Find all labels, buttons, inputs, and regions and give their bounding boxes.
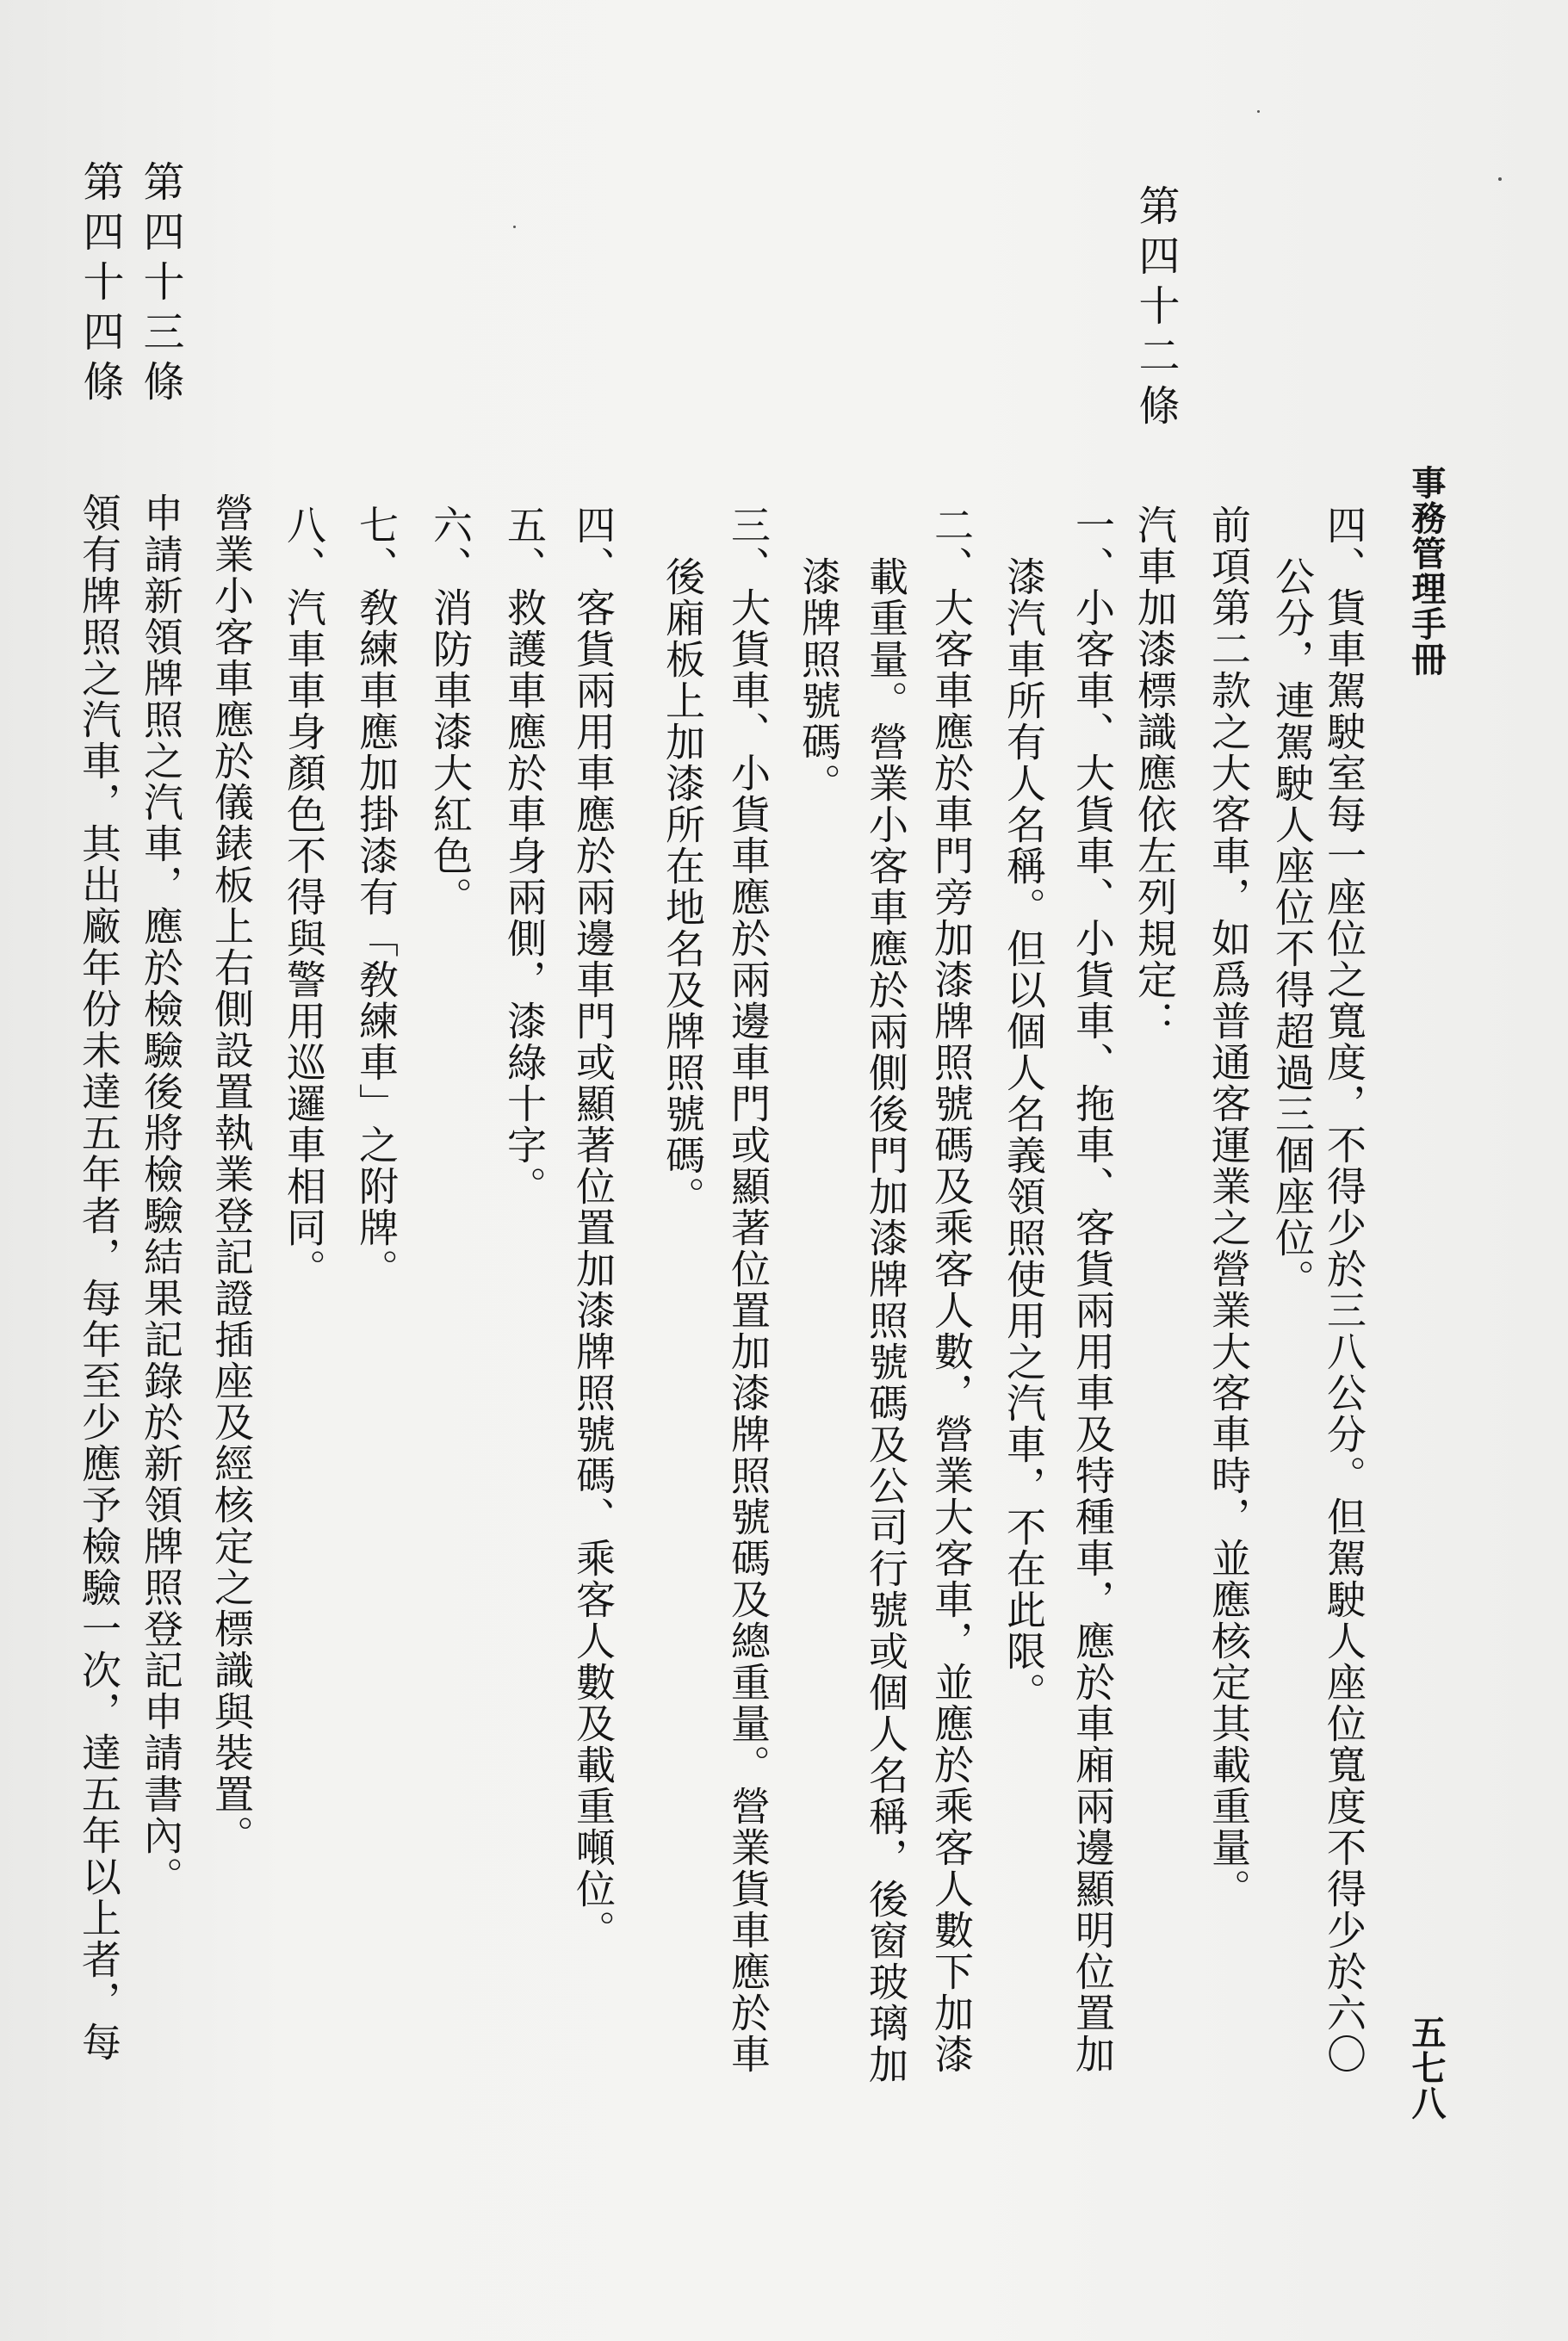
article-42-heading: 第四十二條 bbox=[1131, 184, 1180, 434]
text-line-3: 前項第二款之大客車，如爲普通客運業之營業大客車時，並應核定其載重量。 bbox=[1205, 505, 1252, 1910]
text-line-7: 二、大客車應於車門旁加漆牌照號碼及乘客人數，營業大客車，並應於乘客人數下加漆 bbox=[928, 505, 975, 2075]
scan-speck bbox=[1498, 177, 1502, 181]
text-line-13: 五、救護車應於車身兩側，漆綠十字。 bbox=[501, 505, 548, 1207]
text-line-14: 六、消防車漆大紅色。 bbox=[427, 505, 474, 918]
text-line-1: 四、貨車駕駛室每一座位之寬度，不得少於三八公分。但駕駛人座位寬度不得少於六〇 bbox=[1321, 505, 1367, 2075]
page-number: 五七八 bbox=[1406, 2015, 1447, 2121]
text-line-11: 後廂板上加漆所在地名及牌照號碼。 bbox=[660, 556, 706, 1217]
text-line-15: 七、敎練車應加掛漆有「敎練車」之附牌。 bbox=[353, 505, 400, 1290]
text-line-12: 四、客貨兩用車應於兩邊車門或顯著位置加漆牌照號碼、乘客人數及載重噸位。 bbox=[570, 505, 617, 1951]
scan-speck bbox=[513, 226, 516, 228]
text-line-6: 漆汽車所有人名稱。但以個人名義領照使用之汽車，不在此限。 bbox=[1001, 556, 1047, 1713]
text-line-8: 載重量。營業小客車應於兩側後門加漆牌照號碼及公司行號或個人名稱，後窗玻璃加 bbox=[863, 556, 909, 2085]
book-title: 事務管理手冊 bbox=[1406, 465, 1447, 677]
article-44-heading: 第四十四條 bbox=[76, 160, 124, 410]
text-line-10: 三、大貨車、小貨車應於兩邊車門或顯著位置加漆牌照號碼及總重量。營業貨車應於車 bbox=[725, 505, 772, 2075]
text-line-16: 八、汽車車身顏色不得與警用巡邏車相同。 bbox=[281, 505, 327, 1290]
text-line-18: 申請新領牌照之汽車，應於檢驗後將檢驗結果記錄於新領牌照登記申請書內。 bbox=[138, 492, 184, 1898]
text-line-2: 公分，連駕駛人座位不得超過三個座位。 bbox=[1269, 556, 1316, 1300]
scan-speck bbox=[1257, 110, 1260, 113]
article-43-heading: 第四十三條 bbox=[136, 160, 184, 410]
text-line-19: 領有牌照之汽車，其出廠年份未達五年者，每年至少應予檢驗一次，達五年以上者，每 bbox=[76, 492, 122, 2063]
text-line-9: 漆牌照號碼。 bbox=[796, 556, 842, 804]
text-line-4: 汽車加漆標識應依左列規定： bbox=[1131, 505, 1178, 1042]
text-line-17: 營業小客車應於儀錶板上右側設置執業登記證插座及經核定之標識與裝置。 bbox=[208, 492, 255, 1856]
text-line-5: 一、小客車、大貨車、小貨車、拖車、客貨兩用車及特種車，應於車廂兩邊顯明位置加 bbox=[1069, 505, 1116, 2075]
